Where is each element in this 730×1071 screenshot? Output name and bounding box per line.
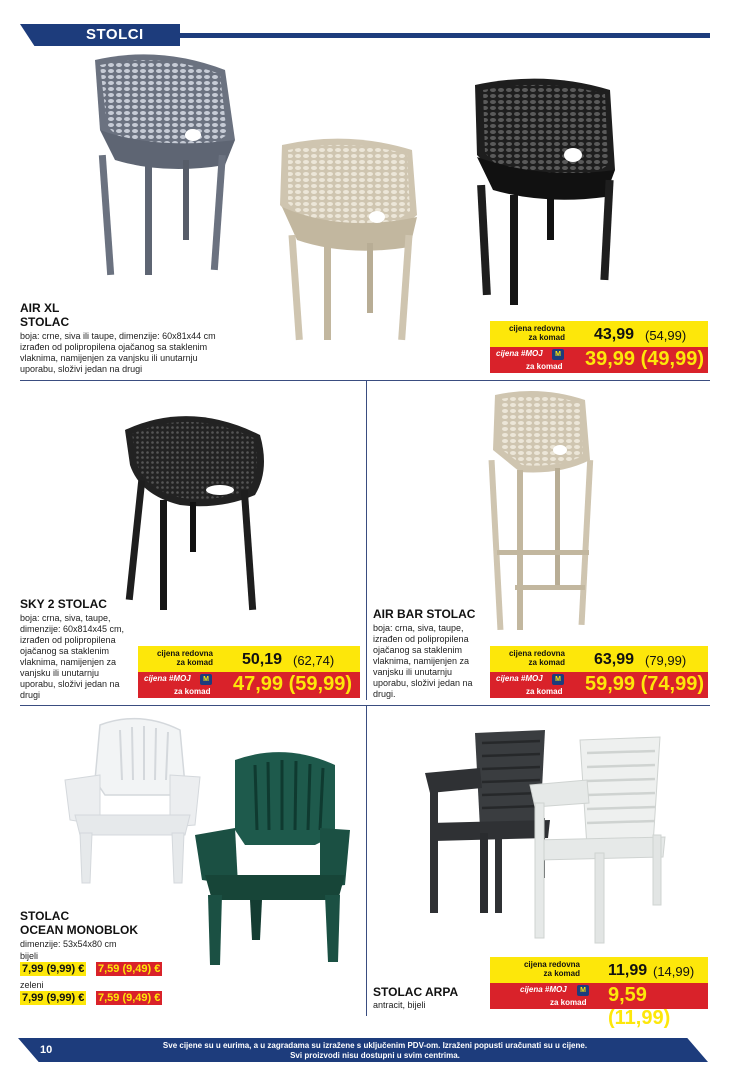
regular-price-label: cijena redovna bbox=[508, 324, 565, 333]
divider-horizontal-top bbox=[20, 380, 710, 381]
air-bar-desc-line2: izrađen od polipropilena bbox=[373, 634, 469, 644]
regular-price-label: cijena redovna bbox=[508, 649, 565, 658]
air-bar-regular-price-vat: (79,99) bbox=[645, 653, 687, 668]
arpa-price-block bbox=[490, 957, 708, 1029]
divider-horizontal-bottom bbox=[20, 705, 710, 706]
sky2-price-block bbox=[138, 646, 360, 698]
ocean-green-chair-image bbox=[190, 750, 350, 970]
air-bar-price-block bbox=[490, 646, 708, 698]
moj-badge-icon: M bbox=[552, 674, 564, 685]
arpa-regular-price: 11,99 bbox=[608, 962, 648, 979]
ocean-green-moj-price: 7,59 (9,49) € bbox=[98, 992, 161, 1004]
air-xl-name-line1: AIR XL bbox=[20, 301, 60, 315]
air-xl-moj-price: 39,99 (49,99) bbox=[585, 348, 704, 370]
moj-badge-icon: M bbox=[577, 985, 589, 996]
sky2-desc-line6: vanjsku ili unutarnju bbox=[20, 668, 100, 678]
sky2-desc-line2: dimenzije: 60x814x45 cm, bbox=[20, 624, 125, 634]
air-bar-desc-line5: vanjsku ili unutarnju bbox=[373, 667, 453, 677]
air-xl-black-chair-image bbox=[465, 75, 625, 305]
air-xl-regular-price: 43,99 bbox=[594, 326, 635, 343]
air-bar-desc-line3: ojačanog sa staklenim bbox=[373, 645, 463, 655]
arpa-name: STOLAC ARPA bbox=[373, 985, 459, 999]
air-xl-taupe-chair-image bbox=[262, 135, 432, 345]
air-xl-desc-line3: vlaknima, namijenjen za vanjsku ili unutarnju bbox=[20, 353, 198, 363]
divider-vertical-bottom bbox=[366, 706, 367, 1016]
air-xl-desc-line2: izrađen od polipropilena ojačanog sa staklenim bbox=[20, 342, 208, 352]
moj-price-label: cijena #MOJ bbox=[520, 985, 567, 994]
arpa-moj-price: 9,59 (11,99) bbox=[608, 984, 671, 1029]
per-piece-label: za komad bbox=[550, 998, 587, 1007]
ocean-color-green: zeleni bbox=[20, 980, 44, 990]
ocean-color-white: bijeli bbox=[20, 951, 39, 961]
moj-price-label: cijena #MOJ bbox=[144, 674, 191, 683]
per-piece-label: za komad bbox=[526, 362, 563, 371]
sky2-desc-line5: vlaknima, namijenjen za bbox=[20, 657, 117, 667]
air-xl-regular-price-vat: (54,99) bbox=[645, 328, 687, 343]
sky2-desc-line8: drugi bbox=[20, 690, 41, 700]
header-rule bbox=[170, 33, 710, 38]
footer-note-line1: Sve cijene su u eurima, a u zagradama su izražene s uključenim PDV-om. Izraženi popusti uračunati su u cijene. bbox=[162, 1041, 588, 1050]
air-bar-regular-price: 63,99 bbox=[594, 651, 635, 668]
divider-vertical-middle bbox=[366, 380, 367, 700]
sky2-desc-line3: izrađen od polipropilena bbox=[20, 635, 116, 645]
ocean-white-moj-price: 7,59 (9,49) € bbox=[98, 963, 161, 975]
sky2-desc-line7: uporabu, složivi jedan na bbox=[20, 679, 120, 689]
per-piece-label: za komad bbox=[543, 969, 580, 978]
moj-badge-icon: M bbox=[552, 349, 564, 360]
regular-price-label: cijena redovna bbox=[156, 649, 213, 658]
per-piece-label: za komad bbox=[526, 687, 563, 696]
footer-note-line2: Svi proizvodi nisu dostupni u svim centrima. bbox=[290, 1051, 460, 1060]
air-xl-grey-chair-image bbox=[75, 50, 245, 280]
air-xl-desc-line4: uporabu, složivi jedan na drugi bbox=[20, 364, 143, 374]
sky2-moj-price: 47,99 (59,99) bbox=[233, 673, 352, 695]
ocean-dimensions: dimenzije: 53x54x80 cm bbox=[20, 939, 117, 949]
arpa-desc: antracit, bijeli bbox=[373, 1000, 426, 1010]
air-bar-desc-line6: uporabu, složivi jedan na bbox=[373, 678, 473, 688]
sky2-regular-price-vat: (62,74) bbox=[293, 653, 335, 668]
air-bar-chair-image bbox=[485, 390, 600, 635]
per-piece-label: za komad bbox=[176, 658, 213, 667]
moj-badge-icon: M bbox=[200, 674, 212, 685]
ocean-name-line2: OCEAN MONOBLOK bbox=[20, 923, 138, 937]
per-piece-label: za komad bbox=[528, 658, 565, 667]
ocean-white-price: 7,99 (9,99) € bbox=[22, 963, 85, 975]
ocean-name-line1: STOLAC bbox=[20, 909, 70, 923]
sky2-regular-price: 50,19 bbox=[242, 651, 283, 668]
per-piece-label: za komad bbox=[174, 687, 211, 696]
air-bar-desc-line1: boja: crna, siva, taupe, bbox=[373, 623, 464, 633]
air-bar-moj-price: 59,99 (74,99) bbox=[585, 673, 704, 695]
page-title: STOLCI bbox=[86, 26, 144, 43]
arpa-white-chair-image bbox=[525, 735, 670, 945]
moj-price-label: cijena #MOJ bbox=[496, 674, 543, 683]
air-bar-name: AIR BAR STOLAC bbox=[373, 607, 476, 621]
sky2-chair-image bbox=[120, 410, 270, 615]
sky2-name: SKY 2 STOLAC bbox=[20, 597, 107, 611]
moj-price-label: cijena #MOJ bbox=[496, 349, 543, 358]
page-number: 10 bbox=[40, 1044, 53, 1056]
air-xl-name-line2: STOLAC bbox=[20, 315, 70, 329]
ocean-green-price: 7,99 (9,99) € bbox=[22, 992, 85, 1004]
sky2-desc-line4: ojačanog sa staklenim bbox=[20, 646, 110, 656]
air-bar-desc-line7: drugi. bbox=[373, 689, 396, 699]
sky2-desc-line1: boja: crna, siva, taupe, bbox=[20, 613, 111, 623]
ocean-white-chair-image bbox=[60, 715, 200, 885]
air-xl-price-block bbox=[490, 321, 708, 373]
regular-price-label: cijena redovna bbox=[523, 960, 580, 969]
air-xl-desc-line1: boja: crne, siva ili taupe, dimenzije: 60x81x44 cm bbox=[20, 331, 216, 341]
per-piece-label: za komad bbox=[528, 333, 565, 342]
footer-note bbox=[150, 1041, 600, 1061]
arpa-regular-price-vat: (14,99) bbox=[653, 964, 695, 979]
air-bar-desc-line4: vlaknima, namijenjen za bbox=[373, 656, 470, 666]
